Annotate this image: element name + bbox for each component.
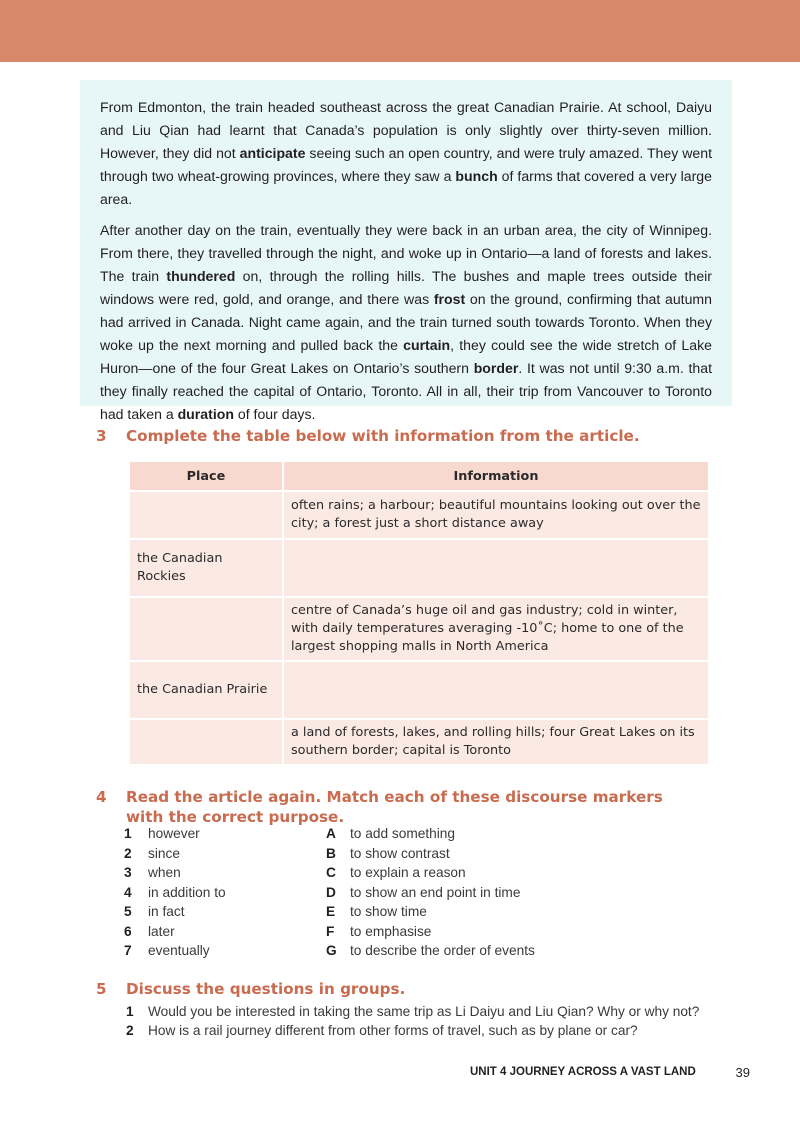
paragraph-text: on, through the rolling hills. The bushes and maple trees outside their windows were red, gold, and orange, and there was <box>100 268 712 307</box>
purpose-text: to show an end point in time <box>350 884 521 900</box>
purpose-text: to add something <box>350 826 456 841</box>
table-row <box>129 719 709 765</box>
paragraph-text: seeing such an open country, and were truly amazed. They went through two wheat-growing provinces, where they saw a <box>100 145 713 184</box>
table-cell-information[interactable] <box>283 539 709 597</box>
table-cell-place[interactable]: the Canadian Prairie <box>129 661 283 719</box>
purpose-letter: D <box>326 884 336 900</box>
marker-text: in fact <box>148 904 185 919</box>
table-cell-information[interactable] <box>283 661 709 719</box>
purpose-text: to show time <box>350 904 427 919</box>
unit-title: UNIT 4 JOURNEY ACROSS A VAST LAND <box>470 1066 696 1078</box>
question-text: Would you be interested in taking the same trip as Li Daiyu and Liu Qian? Why or why not? <box>148 1004 700 1019</box>
table-cell-information[interactable]: centre of Canada’s huge oil and gas industry; cold in winter, with daily temperatures averaging -10˚C; home to one of the largest shopping malls in North America <box>283 597 709 661</box>
page-footer <box>470 1066 750 1078</box>
purpose-letter: B <box>326 845 336 861</box>
purpose-letter: F <box>326 923 335 939</box>
paragraph-text: , they could see the wide stretch of Lake Huron—one of the four Great Lakes on Ontario’s southern <box>100 337 712 376</box>
reading-paragraph-2 <box>100 219 712 426</box>
marker-number: 5 <box>124 904 132 919</box>
purpose-letter: E <box>326 904 336 919</box>
vocabulary-word: bunch <box>455 168 498 184</box>
task-instruction: Read the article again. Match each of these discourse markers with the correct purpose. <box>126 788 663 826</box>
column-header-information: Information <box>283 461 709 491</box>
marker-number: 3 <box>124 865 132 880</box>
table-cell-place[interactable] <box>129 491 283 539</box>
table-cell-information[interactable]: often rains; a harbour; beautiful mountains looking out over the city; a forest just a short distance away <box>283 491 709 539</box>
paragraph-text: on the ground, confirming that autumn had arrived in Canada. Night came again, and the train turned south towards Toronto. When they woke up the next morning and pulled back the <box>100 291 712 353</box>
purpose-letter: A <box>326 826 336 841</box>
vocabulary-word: curtain <box>403 337 451 353</box>
purpose-letter: G <box>326 943 337 958</box>
paragraph-text: . It was not until 9:30 a.m. that they finally reached the capital of Ontario, Toronto. All in all, their trip from Vancouver to Toronto had taken a <box>100 360 713 422</box>
marker-text: eventually <box>148 943 210 958</box>
marker-text: later <box>148 923 175 939</box>
task-3-heading <box>96 426 686 446</box>
marker-number: 6 <box>124 923 132 939</box>
table-row <box>129 539 709 597</box>
question-item <box>126 1023 638 1038</box>
reading-passage <box>80 80 732 422</box>
task-number: 4 <box>96 788 107 806</box>
information-table <box>128 460 710 766</box>
page-number: 39 <box>735 1065 750 1080</box>
vocabulary-word: duration <box>177 406 234 422</box>
table-row <box>129 661 709 719</box>
column-header-place: Place <box>129 461 283 491</box>
marker-number: 1 <box>124 826 132 841</box>
question-number: 2 <box>126 1023 134 1038</box>
task-4-heading <box>96 787 686 827</box>
marker-text: when <box>148 865 181 880</box>
paragraph-text: After another day on the train, eventually they were back in an urban area, the city of Winnipeg. From there, they travelled through the night, and woke up in Ontario—a land of forests and lakes. The train <box>100 222 712 284</box>
paragraph-text: of four days. <box>233 406 316 422</box>
paragraph-text: of farms that covered a very large area. <box>100 168 712 207</box>
vocabulary-word: frost <box>433 291 466 307</box>
marker-text: since <box>148 845 180 861</box>
purpose-text: to describe the order of events <box>350 943 535 958</box>
paragraph-text: From Edmonton, the train headed southeast across the great Canadian Prairie. At school, Daiyu and Liu Qian had learnt that Canada’s population is only slightly over thirty-seven million. However, they did not <box>100 99 712 161</box>
table-cell-place[interactable] <box>129 597 283 661</box>
table-header-row <box>129 461 709 491</box>
marker-number: 4 <box>124 884 132 900</box>
table-row <box>129 597 709 661</box>
table-row <box>129 491 709 539</box>
marker-text: in addition to <box>148 884 226 900</box>
marker-number: 7 <box>124 943 132 958</box>
purpose-text: to emphasise <box>350 923 432 939</box>
marker-text: however <box>148 826 200 841</box>
top-color-band <box>0 0 800 62</box>
table-cell-place[interactable]: the Canadian Rockies <box>129 539 283 597</box>
task-instruction: Complete the table below with information from the article. <box>126 427 640 445</box>
vocabulary-word: anticipate <box>239 145 306 161</box>
table-cell-place[interactable] <box>129 719 283 765</box>
task-5-heading <box>96 979 686 999</box>
vocabulary-word: thundered <box>166 268 236 284</box>
vocabulary-word: border <box>473 360 519 376</box>
purpose-text: to explain a reason <box>350 865 466 880</box>
table-cell-information[interactable]: a land of forests, lakes, and rolling hills; four Great Lakes on its southern border; capital is Toronto <box>283 719 709 765</box>
task-instruction: Discuss the questions in groups. <box>126 980 406 998</box>
task-number: 3 <box>96 427 107 445</box>
reading-paragraph-1 <box>100 96 712 211</box>
question-text: How is a rail journey different from other forms of travel, such as by plane or car? <box>148 1023 638 1038</box>
purpose-letter: C <box>326 865 336 880</box>
purpose-text: to show contrast <box>350 845 450 861</box>
marker-number: 2 <box>124 845 132 861</box>
question-item <box>126 1004 699 1019</box>
task-number: 5 <box>96 980 107 998</box>
question-number: 1 <box>126 1004 134 1019</box>
